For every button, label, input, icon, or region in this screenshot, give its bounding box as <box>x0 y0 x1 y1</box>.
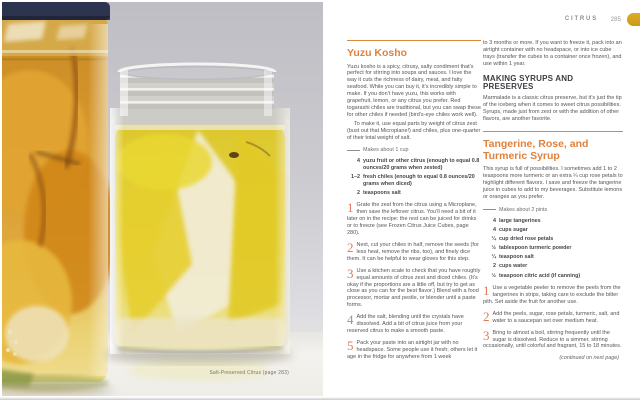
ingredient-text: teaspoon citric acid (if canning) <box>499 272 581 279</box>
step-number: 3 <box>347 265 354 281</box>
recipe-step <box>347 314 481 335</box>
column-syrup <box>483 40 623 361</box>
ingredient-qty: 1–2 <box>351 174 360 181</box>
recipe-step <box>483 285 623 306</box>
ingredient-text: cups water <box>499 263 528 270</box>
recipe-page <box>323 0 640 400</box>
ingredient-qty: ½ <box>491 272 496 279</box>
recipe-step <box>347 265 481 309</box>
preserved-citrus-photo <box>2 2 323 396</box>
ingredient-row <box>483 263 623 270</box>
step-text: Bring to almost a boil, stirring frequently until the sugar is dissolved. Reduce to a simmer, stirring occasionally, until colorful and fragrant, 15 to 18 minutes. <box>483 329 622 350</box>
sidebar-heading: MAKING SYRUPS AND PRESERVES <box>483 73 574 92</box>
recipe-step <box>483 327 623 351</box>
step-text: Use a vegetable peeler to remove the peels from the tangerines in strips, taking care to exclude the bitter pith. Set aside the fruit for another use. <box>483 285 621 305</box>
section-label: CITRUS <box>564 16 598 22</box>
recipe-step <box>347 239 481 263</box>
yield-text: Makes about 2 pints <box>499 206 548 213</box>
ingredient-row <box>483 227 623 234</box>
step-number: 5 <box>347 337 354 353</box>
accent-rule <box>483 131 623 132</box>
ingredient-row <box>483 245 623 252</box>
ingredient-text: teaspoon salt <box>499 254 534 261</box>
continuation-text: to 3 months or more. If you want to freeze it, pack into an airtight container with no headspace, or into ice cube trays (transfer the cubes to a container once frozen), and use within 1 year. <box>483 40 622 67</box>
ingredient-row <box>483 218 623 225</box>
recipe-step <box>483 308 623 325</box>
right-jar <box>105 64 293 381</box>
ingredient-list <box>347 158 481 196</box>
ingredient-qty: ¼ <box>491 236 496 243</box>
step-text: Add the peels, sugar, rose petals, turmeric, salt, and water to a saucepan set over medium heat. <box>492 310 620 324</box>
yield-dash <box>347 150 360 151</box>
yield-dash <box>483 209 496 210</box>
photo-page <box>2 2 323 396</box>
step-text: Next, cut your chiles in half, remove the seeds (for less heat, remove the ribs, too), and finely dice them. It can be helpful to wear gloves for this step. <box>347 241 479 262</box>
ingredient-text: yuzu fruit or other citrus (enough to equal 0.8 ounces/20 grams when zested) <box>363 158 480 172</box>
ingredient-text: teaspoons salt <box>363 189 401 196</box>
step-text: Use a kitchen scale to check that you have roughly equal amounts of citrus zest and diced chiles. (It’s okay if the proportions are a little off, but try to get as close as you can for the best flavor.) Blend with a food processor, mortar and pestle, or blender until a paste forms. <box>347 267 481 309</box>
recipe-step <box>347 337 481 361</box>
ingredient-row <box>347 174 481 187</box>
step-number: 3 <box>483 327 490 343</box>
yield-text: Makes about 1 cup <box>363 147 409 154</box>
ingredient-row <box>347 158 481 171</box>
ingredient-text: large tangerines <box>499 217 541 224</box>
chapter-tab <box>627 13 640 26</box>
recipe-title-tangerine-syrup: Tangerine, Rose, and Turmeric Syrup <box>483 138 589 162</box>
sidebar-body: Marmalade is a classic citrus preserve, but it’s just the tip of the iceberg when it comes to sweet citrus possibilities. Syrups, made just from zest or with the addition of other flavors, are another favorite. <box>483 94 622 122</box>
ingredient-row <box>483 273 623 280</box>
ingredient-text: fresh chiles (enough to equal 0.8 ounces/20 grams when diced) <box>363 174 475 187</box>
ingredient-row <box>347 190 481 197</box>
left-jar <box>2 2 116 395</box>
ingredient-list <box>483 218 623 279</box>
step-number: 1 <box>483 283 490 299</box>
page-number: 285 <box>610 16 621 23</box>
step-text: Add the salt, blending until the crystals have dissolved. Add a bit of citrus juice from your reserved citrus to make a smooth paste. <box>347 314 464 334</box>
ingredient-qty: 4 <box>493 227 496 234</box>
ingredient-row <box>483 236 623 243</box>
accent-rule <box>347 40 481 41</box>
continued-note: (continued on next page) <box>559 355 619 362</box>
ingredient-row <box>483 254 623 261</box>
column-yuzu-kosho <box>347 40 481 366</box>
step-number: 2 <box>483 308 490 324</box>
recipe-title-yuzu-kosho: Yuzu Kosho <box>347 47 408 59</box>
step-number: 4 <box>347 312 354 328</box>
ingredient-qty: ¼ <box>491 254 496 261</box>
step-number: 1 <box>347 200 354 216</box>
yield-line <box>483 207 623 213</box>
ingredient-qty: 2 <box>493 263 496 270</box>
ingredient-qty: 4 <box>493 217 496 224</box>
recipe-intro: Yuzu kosho is a spicy, citrusy, salty condiment that’s perfect for stirring into soups and sauces. I love the way it cuts the richness of dairy, meat, and fatty seafood. While you can buy it, it’s incredibly simple to make. If you don’t have yuzu, this works with grapefruit, lemon, or any citrus you prefer. Red togarashi chiles are traditional, but you can swap these for other chiles if needed (bird’s-eye chiles work well). <box>347 63 481 118</box>
ingredient-text: tablespoon turmeric powder <box>499 245 572 252</box>
ingredient-text: cup dried rose petals <box>499 236 554 243</box>
recipe-intro: This syrup is full of possibilities. I sometimes add 1 to 2 teaspoons more turmeric or an extra ¼ cup rose petals to highlight different flavors. I save and freeze the tangerine juice in cubes to add to my beverages. Substitute lemons or oranges as you prefer. <box>483 166 623 201</box>
recipe-intro-2: To make it, use equal parts by weight of citrus zest (bust out that Microplane!) and chiles, plus one-quarter of their total weight of salt. <box>347 120 481 141</box>
recipe-step <box>347 202 481 237</box>
yield-line <box>347 147 481 153</box>
ingredient-qty: 4 <box>357 158 360 165</box>
ingredient-qty: 2 <box>357 189 360 196</box>
step-text: Grate the zest from the citrus using a Microplane, then save the leftover citrus. You’ll need a bit of it later on in the recipe: the rest can be juiced for drinks or to freeze (see Frozen Citrus Juice Cubes, page 280). <box>347 202 477 237</box>
photo-caption: Salt-Preserved Citrus (page 283) <box>209 370 289 376</box>
step-number: 2 <box>347 239 354 255</box>
ingredient-qty: ½ <box>491 245 496 252</box>
step-text: Pack your paste into an airtight jar with no headspace. Some people use it fresh; others let it age in the fridge for anywhere from 1 week <box>347 339 478 360</box>
ingredient-text: cups sugar <box>499 227 528 234</box>
